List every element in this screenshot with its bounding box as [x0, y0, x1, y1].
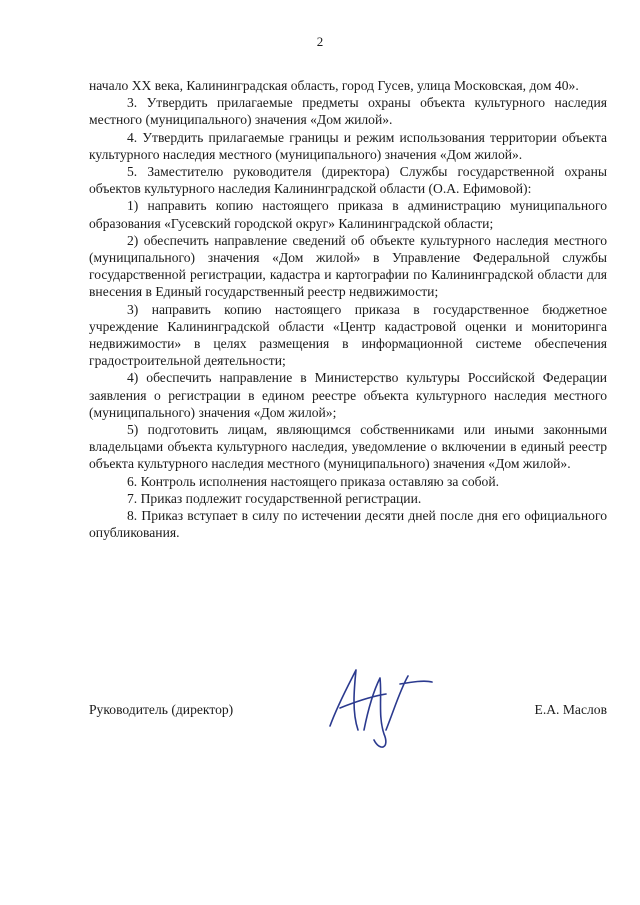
- page-number: 2: [316, 34, 324, 49]
- paragraph-item-6: 6. Контроль исполнения настоящего приказа оставляю за собой.: [127, 473, 500, 489]
- paragraph-continuation: начало XX века, Калининградская область, город Гусев, улица Московская, дом 40».: [89, 78, 579, 93]
- signatory-title: Руководитель (директор): [89, 702, 234, 717]
- paragraph-item-8: 8. Приказ вступает в силу по истечении десяти дней после дня его официального опубликования.: [89, 508, 607, 541]
- signatory-name: Е.А. Маслов: [534, 702, 607, 717]
- paragraph-item-7: 7. Приказ подлежит государственной регистрации.: [127, 490, 422, 506]
- subitem-4: 4) обеспечить направление в Министерство культуры Российской Федерации заявления о регистрации в едином реестре объекта культурного наследия местного (муниципального) значения «Дом жилой»;: [89, 370, 607, 420]
- subitem-1: 1) направить копию настоящего приказа в администрацию муниципального образования «Гусевский городской округ» Калининградской области;: [89, 198, 607, 231]
- subitem-3: 3) направить копию настоящего приказа в государственное бюджетное учреждение Калининградской области «Центр кадастровой оценки и мониторинга недвижимости» в целях размещения в информационной системе обеспечения градостроительной деятельности;: [89, 301, 607, 369]
- paragraph-item-3: 3. Утвердить прилагаемые предметы охраны объекта культурного наследия местного (муниципального) значения «Дом жилой».: [89, 95, 607, 128]
- document-body: [89, 77, 607, 541]
- signature-block: [89, 702, 607, 722]
- paragraph-item-4: 4. Утвердить прилагаемые границы и режим использования территории объекта культурного наследия местного (муниципального) значения «Дом жилой».: [89, 129, 607, 162]
- subitem-2: 2) обеспечить направление сведений об объекте культурного наследия местного (муниципального) значения «Дом жилой» в Управление Федеральной службы государственной регистрации, кадастра и картографии по Калининградской области для внесения в Единый государственный реестр недвижимости;: [89, 232, 607, 300]
- subitem-5: 5) подготовить лицам, являющимся собственниками или иными законными владельцами объекта культурного наследия, уведомление о включении в единый реестр объекта культурного наследия местного (муниципального) значения «Дом жилой».: [89, 422, 607, 472]
- paragraph-item-5: 5. Заместителю руководителя (директора) Службы государственной охраны объектов культурного наследия Калининградской области (О.А. Ефимовой):: [89, 164, 607, 197]
